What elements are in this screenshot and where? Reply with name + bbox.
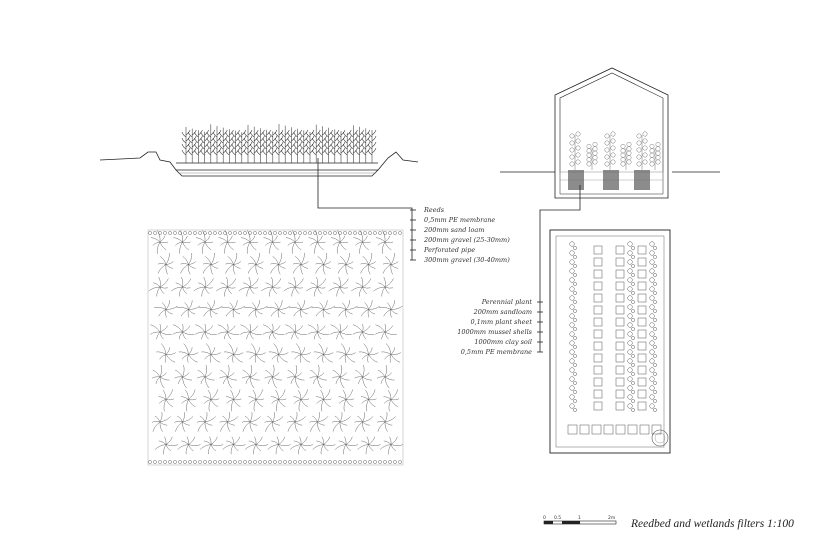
wetland-layer-3: 0,1mm plant sheet bbox=[470, 318, 532, 326]
reed-plants bbox=[182, 124, 376, 163]
reedbed-section bbox=[100, 124, 418, 176]
reedbed-layer-6: 300mm gravel (30-40mm) bbox=[424, 256, 510, 264]
wetland-layer-6: 0,5mm PE membrane bbox=[460, 348, 532, 356]
scale-tick-0: 0 bbox=[543, 516, 546, 521]
greenhouse-section bbox=[500, 68, 720, 198]
wetland-layer-2: 200mm sandloam bbox=[473, 308, 532, 316]
scale-tick-05: 0.5 bbox=[554, 516, 562, 521]
scale-bar bbox=[543, 515, 616, 524]
drawing-title: Reedbed and wetlands filters 1:100 bbox=[631, 518, 794, 530]
wetland-layer-4: 1000mm mussel shells bbox=[457, 328, 532, 336]
wetland-leader-line bbox=[540, 185, 580, 352]
reedbed-layer-1: Reeds bbox=[424, 206, 445, 214]
wetland-layer-labels bbox=[457, 298, 532, 356]
reedbed-leader-ticks bbox=[410, 210, 416, 260]
reedbed-layer-3: 200mm sand loam bbox=[424, 226, 485, 234]
greenhouse-plan bbox=[550, 230, 670, 453]
wetland-layer-1: Perennial plant bbox=[481, 298, 532, 306]
reedbed-layer-5: Perforated pipe bbox=[424, 246, 476, 254]
reedbed-layer-labels bbox=[423, 206, 510, 264]
reedbed-layer-4: 200mm gravel (25-30mm) bbox=[424, 236, 510, 244]
wetland-layer-5: 1000mm clay soil bbox=[474, 338, 532, 346]
scale-tick-2m: 2m bbox=[608, 516, 616, 521]
scale-tick-1: 1 bbox=[578, 516, 581, 521]
reedbed-layer-2: 0,5mm PE membrane bbox=[424, 216, 496, 224]
reedbed-plan bbox=[148, 230, 403, 465]
reedbed-leader-line bbox=[318, 158, 412, 260]
